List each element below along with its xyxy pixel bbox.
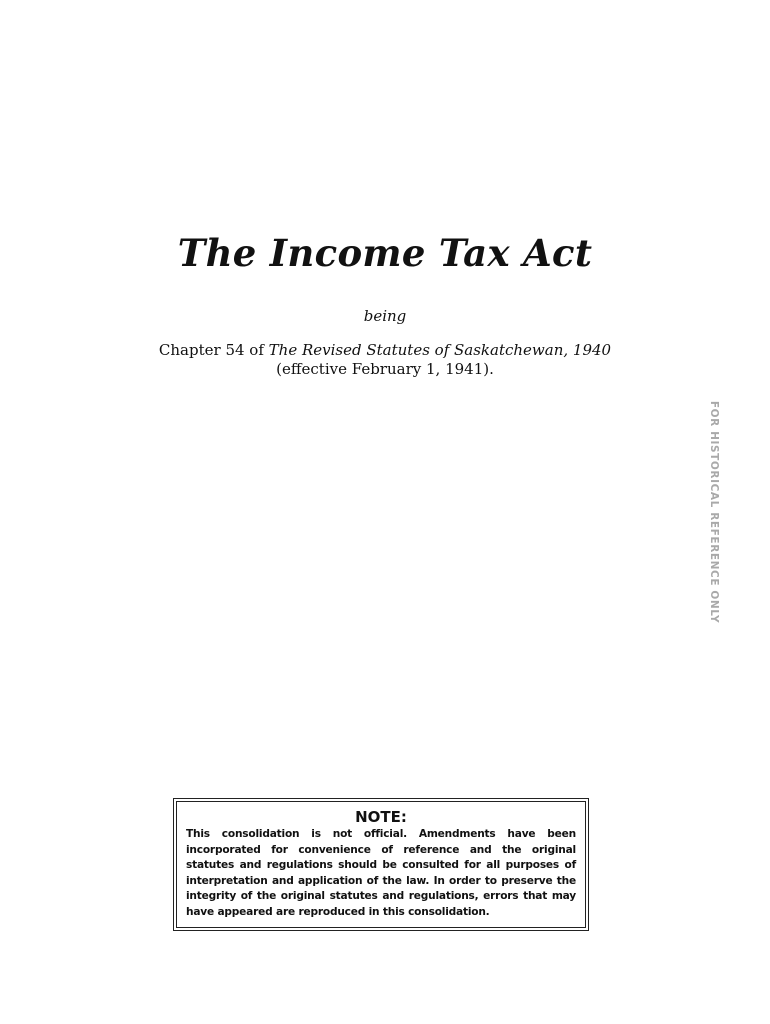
note-box — [173, 798, 589, 931]
note-text: This consolidation is not official. Amendments have been incorporated for convenience of reference and the original statutes and regulations should be consulted for all purposes of interpretation and application of the law. In order to preserve the integrity of the original statutes and regulations, errors that may have appeared are reproduced in this consolidation. — [186, 828, 576, 918]
chapter-citation — [0, 341, 770, 359]
chapter-prefix: Chapter 54 of — [158, 341, 269, 359]
being-label: being — [363, 307, 407, 325]
chapter-source: The Revised Statutes of Saskatchewan, 1940 — [268, 341, 612, 359]
historical-reference-watermark: FOR HISTORICAL REFERENCE ONLY — [708, 400, 720, 624]
note-box-inner — [176, 801, 586, 928]
note-heading: NOTE: — [355, 808, 407, 826]
document-title: The Income Tax Act — [177, 230, 593, 275]
effective-date: (effective February 1, 1941). — [276, 360, 494, 378]
